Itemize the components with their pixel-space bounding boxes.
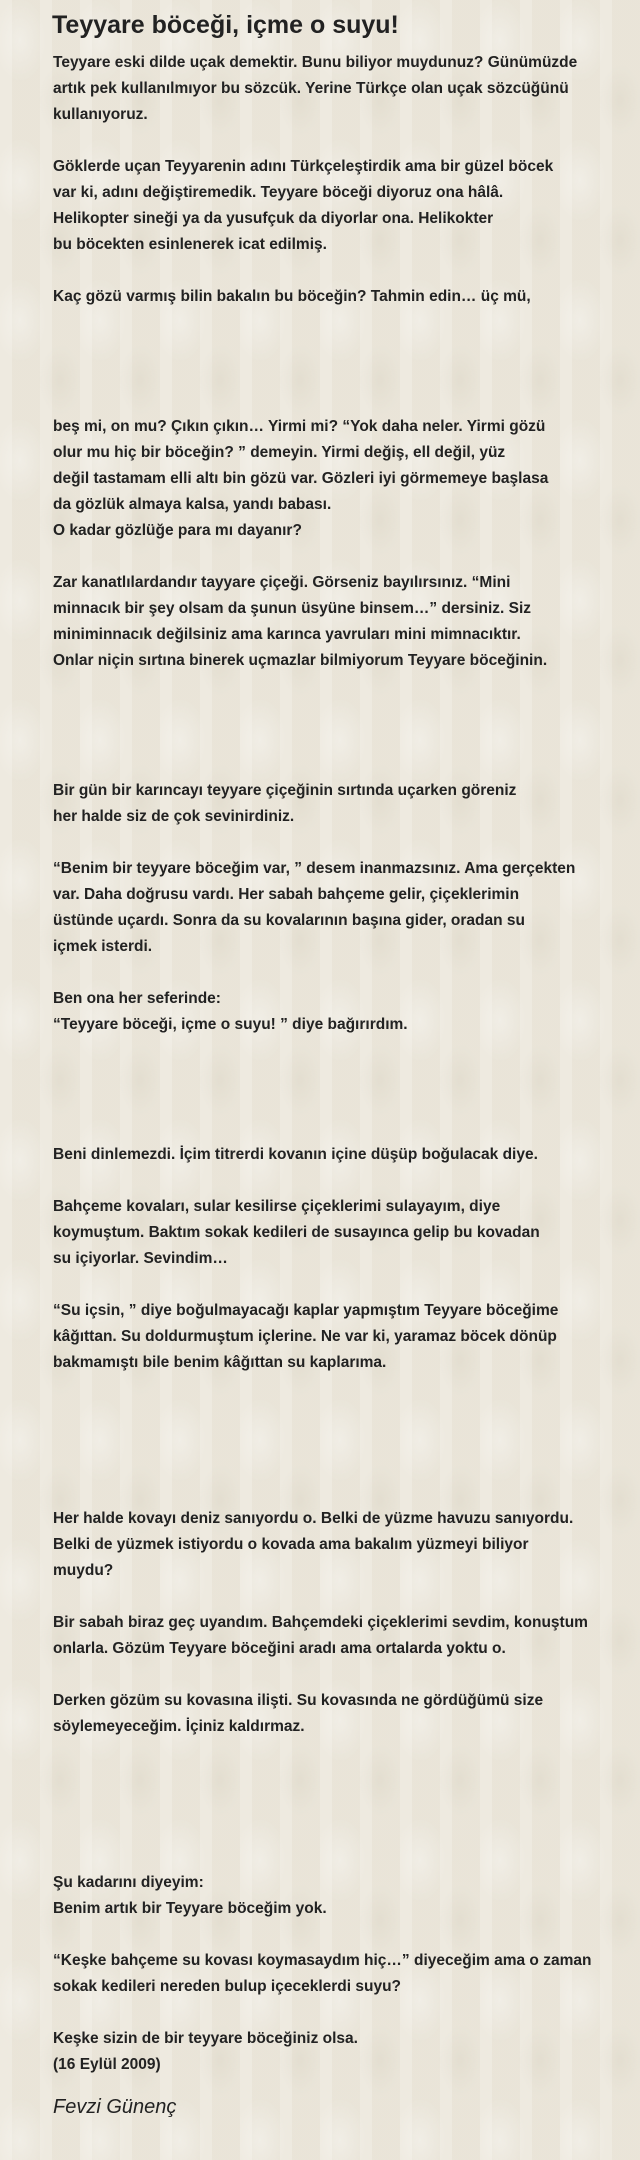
text-line: “Su içsin, ” diye boğulmayacağı kaplar yapmıştım Teyyare böceğime [53, 1302, 559, 1319]
text-line: (16 Eylül 2009) [53, 2056, 161, 2073]
text-line: kâğıttan. Su doldurmuştum içlerine. Ne var ki, yaramaz böcek dönüp [53, 1328, 557, 1345]
paragraph [53, 154, 623, 258]
poem-body [53, 50, 623, 2078]
text-line: sokak kedileri nereden bulup içeceklerdi suyu? [53, 1978, 402, 1995]
text-line: Zar kanatlılardandır tayyare çiçeği. Görseniz bayılırsınız. “Mini [53, 574, 511, 591]
paragraph [53, 1142, 623, 1168]
text-line: onlarla. Gözüm Teyyare böceğini aradı ama ortalarda yoktu o. [53, 1640, 506, 1657]
text-line: Benim artık bir Teyyare böceğim yok. [53, 1900, 327, 1917]
text-line: Göklerde uçan Teyyarenin adını Türkçeleştirdik ama bir güzel böcek [53, 158, 554, 175]
text-line: var ki, adını değiştiremedik. Teyyare böceği diyoruz ona hâlâ. [53, 184, 504, 201]
text-line: her halde siz de çok sevinirdiniz. [53, 808, 295, 825]
paragraph [53, 1688, 623, 1740]
paragraph [53, 986, 623, 1038]
text-line: değil tastamam elli altı bin gözü var. Gözleri iyi görmemeye başlasa [53, 470, 549, 487]
text-line: bakmamıştı bile benim kâğıttan su kaplarıma. [53, 1354, 387, 1371]
paragraph [53, 284, 623, 310]
text-line: Derken gözüm su kovasına ilişti. Su kovasında ne gördüğümü size [53, 1692, 544, 1709]
paragraph [53, 778, 623, 830]
text-line: söylemeyeceğim. İçiniz kaldırmaz. [53, 1718, 305, 1735]
page-title: Teyyare böceği, içme o suyu! [52, 11, 399, 39]
text-line: beş mi, on mu? Çıkın çıkın… Yirmi mi? “Yok daha neler. Yirmi gözü [53, 418, 546, 435]
paragraph [53, 1194, 623, 1272]
text-line: var. Daha doğrusu vardı. Her sabah bahçeme gelir, çiçeklerimin [53, 886, 520, 903]
paragraph [53, 1298, 623, 1376]
paragraph [53, 414, 623, 544]
text-line: “Benim bir teyyare böceğim var, ” desem inanmazsınız. Ama gerçekten [53, 860, 576, 877]
text-line: Ben ona her seferinde: [53, 990, 221, 1007]
text-line: Keşke sizin de bir teyyare böceğiniz olsa. [53, 2030, 358, 2047]
text-line: Onlar niçin sırtına binerek uçmazlar bilmiyorum Teyyare böceğinin. [53, 652, 548, 669]
text-line: O kadar gözlüğe para mı dayanır? [53, 522, 302, 539]
paragraph [53, 856, 623, 960]
text-line: “Keşke bahçeme su kovası koymasaydım hiç…” diyeceğim ama o zaman [53, 1952, 592, 1969]
paragraph [53, 50, 623, 128]
text-line: Teyyare eski dilde uçak demektir. Bunu biliyor muydunuz? Günümüzde [53, 54, 578, 71]
text-line: Beni dinlemezdi. İçim titrerdi kovanın içine düşüp boğulacak diye. [53, 1146, 538, 1163]
text-line: Kaç gözü varmış bilin bakalın bu böceğin? Tahmin edin… üç mü, [53, 288, 531, 305]
text-line: da gözlük almaya kalsa, yandı babası. [53, 496, 332, 513]
text-line: su içiyorlar. Sevindim… [53, 1250, 228, 1267]
text-line: bu böcekten esinlenerek icat edilmiş. [53, 236, 327, 253]
text-line: artık pek kullanılmıyor bu sözcük. Yerine Türkçe olan uçak sözcüğünü [53, 80, 569, 97]
text-line: kullanıyoruz. [53, 106, 148, 123]
text-line: içmek isterdi. [53, 938, 153, 955]
text-line: Helikopter sineği ya da yusufçuk da diyorlar ona. Helikokter [53, 210, 494, 227]
paragraph [53, 570, 623, 674]
paragraph [53, 2026, 623, 2078]
paragraph [53, 1948, 623, 2000]
author-signature: Fevzi Günenç [53, 2096, 177, 2118]
paragraph [53, 1506, 623, 1584]
text-line: minnacık bir şey olsam da şunun üsyüne binsem…” dersiniz. Siz [53, 600, 532, 617]
text-line: “Teyyare böceği, içme o suyu! ” diye bağırırdım. [53, 1016, 408, 1033]
text-line: Şu kadarını diyeyim: [53, 1874, 204, 1891]
text-line: koymuştum. Baktım sokak kedileri de susayınca gelip bu kovadan [53, 1224, 540, 1241]
paragraph [53, 1870, 623, 1922]
text-line: Bir sabah biraz geç uyandım. Bahçemdeki çiçeklerimi sevdim, konuştum [53, 1614, 588, 1631]
paragraph [53, 1610, 623, 1662]
text-line: miniminnacık değilsiniz ama karınca yavruları mini mimnacıktır. [53, 626, 521, 643]
text-line: Belki de yüzmek istiyordu o kovada ama bakalım yüzmeyi biliyor [53, 1536, 529, 1553]
text-line: muydu? [53, 1562, 114, 1579]
text-line: olur mu hiç bir böceğin? ” demeyin. Yirmi değiş, ell değil, yüz [53, 444, 506, 461]
text-line: Bir gün bir karıncayı teyyare çiçeğinin sırtında uçarken göreniz [53, 782, 517, 799]
text-line: Bahçeme kovaları, sular kesilirse çiçeklerimi sulayayım, diye [53, 1198, 501, 1215]
text-line: Her halde kovayı deniz sanıyordu o. Belki de yüzme havuzu sanıyordu. [53, 1510, 574, 1527]
text-line: üstünde uçardı. Sonra da su kovalarının başına gider, oradan su [53, 912, 526, 929]
